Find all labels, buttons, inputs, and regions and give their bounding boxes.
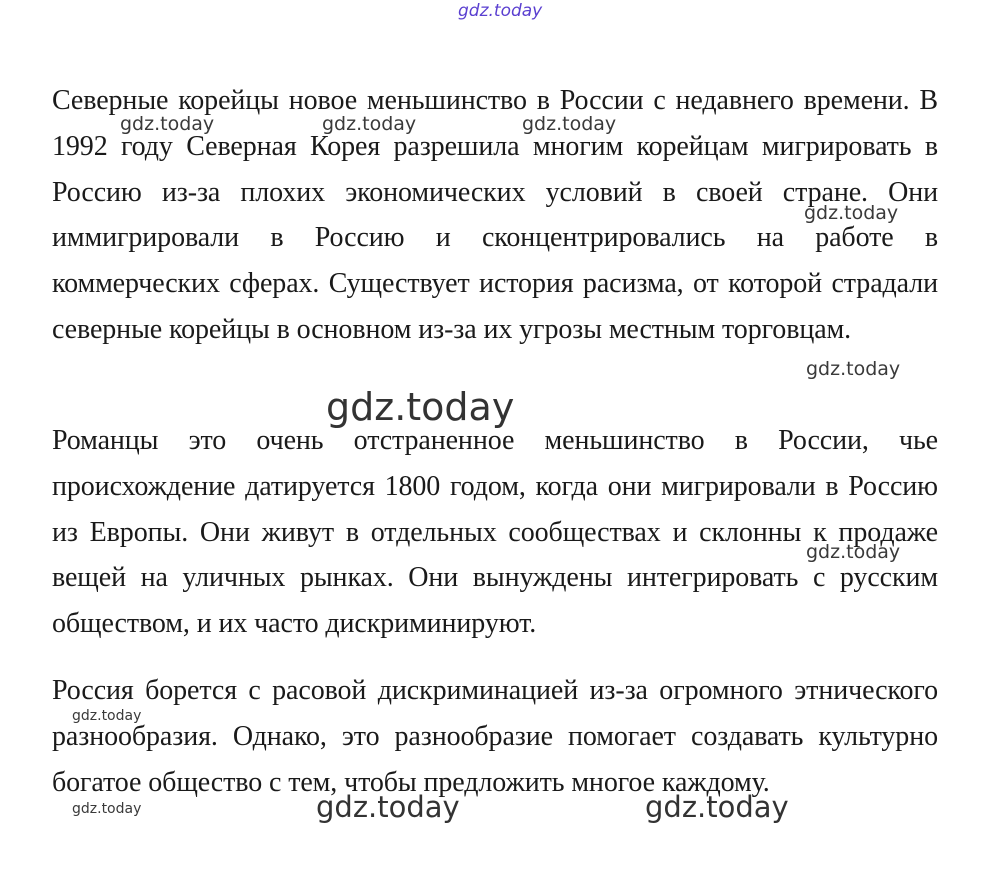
watermark: gdz.today [322, 113, 417, 135]
watermark-medium: gdz.today [316, 790, 460, 824]
watermark-small: gdz.today [72, 801, 142, 817]
watermark: gdz.today [522, 113, 617, 135]
watermark: gdz.today [806, 541, 901, 563]
paragraph-russia-diversity: Россия борется с расовой дискриминацией из-за огромного этнического разнообразия. Однако, это разнообразие помогает создавать культурно богатое общество с тем, чтобы предложить многое каждому. [52, 675, 938, 798]
watermark: gdz.today [120, 113, 215, 135]
paragraph-north-koreans: Северные корейцы новое меньшинство в России с недавнего времени. В 1992 году Северная Корея разрешила многим корейцам мигрировать в Россию из-за плохих экономических условий в своей стране. Они иммигрировали в Россию и сконцентрировались на работе в коммерческих сферах. Существует история расизма, от которой страдали северные корейцы в основном из-за их угрозы местным торговцам. [52, 85, 938, 345]
watermark-top: gdz.today [458, 1, 543, 21]
watermark: gdz.today [804, 202, 899, 224]
watermark-small: gdz.today [72, 708, 142, 724]
paragraph-romani: Романцы это очень отстраненное меньшинство в России, чье происхождение датируется 1800 годом, когда они мигрировали в Россию из Европы. Они живут в отдельных сообществах и склонны к продаже вещей на уличных рынках. Они вынуждены интегрировать с русским обществом, и их часто дискриминируют. [52, 425, 938, 640]
watermark-medium: gdz.today [645, 790, 789, 824]
watermark-large: gdz.today [326, 385, 515, 429]
watermark: gdz.today [806, 358, 901, 380]
